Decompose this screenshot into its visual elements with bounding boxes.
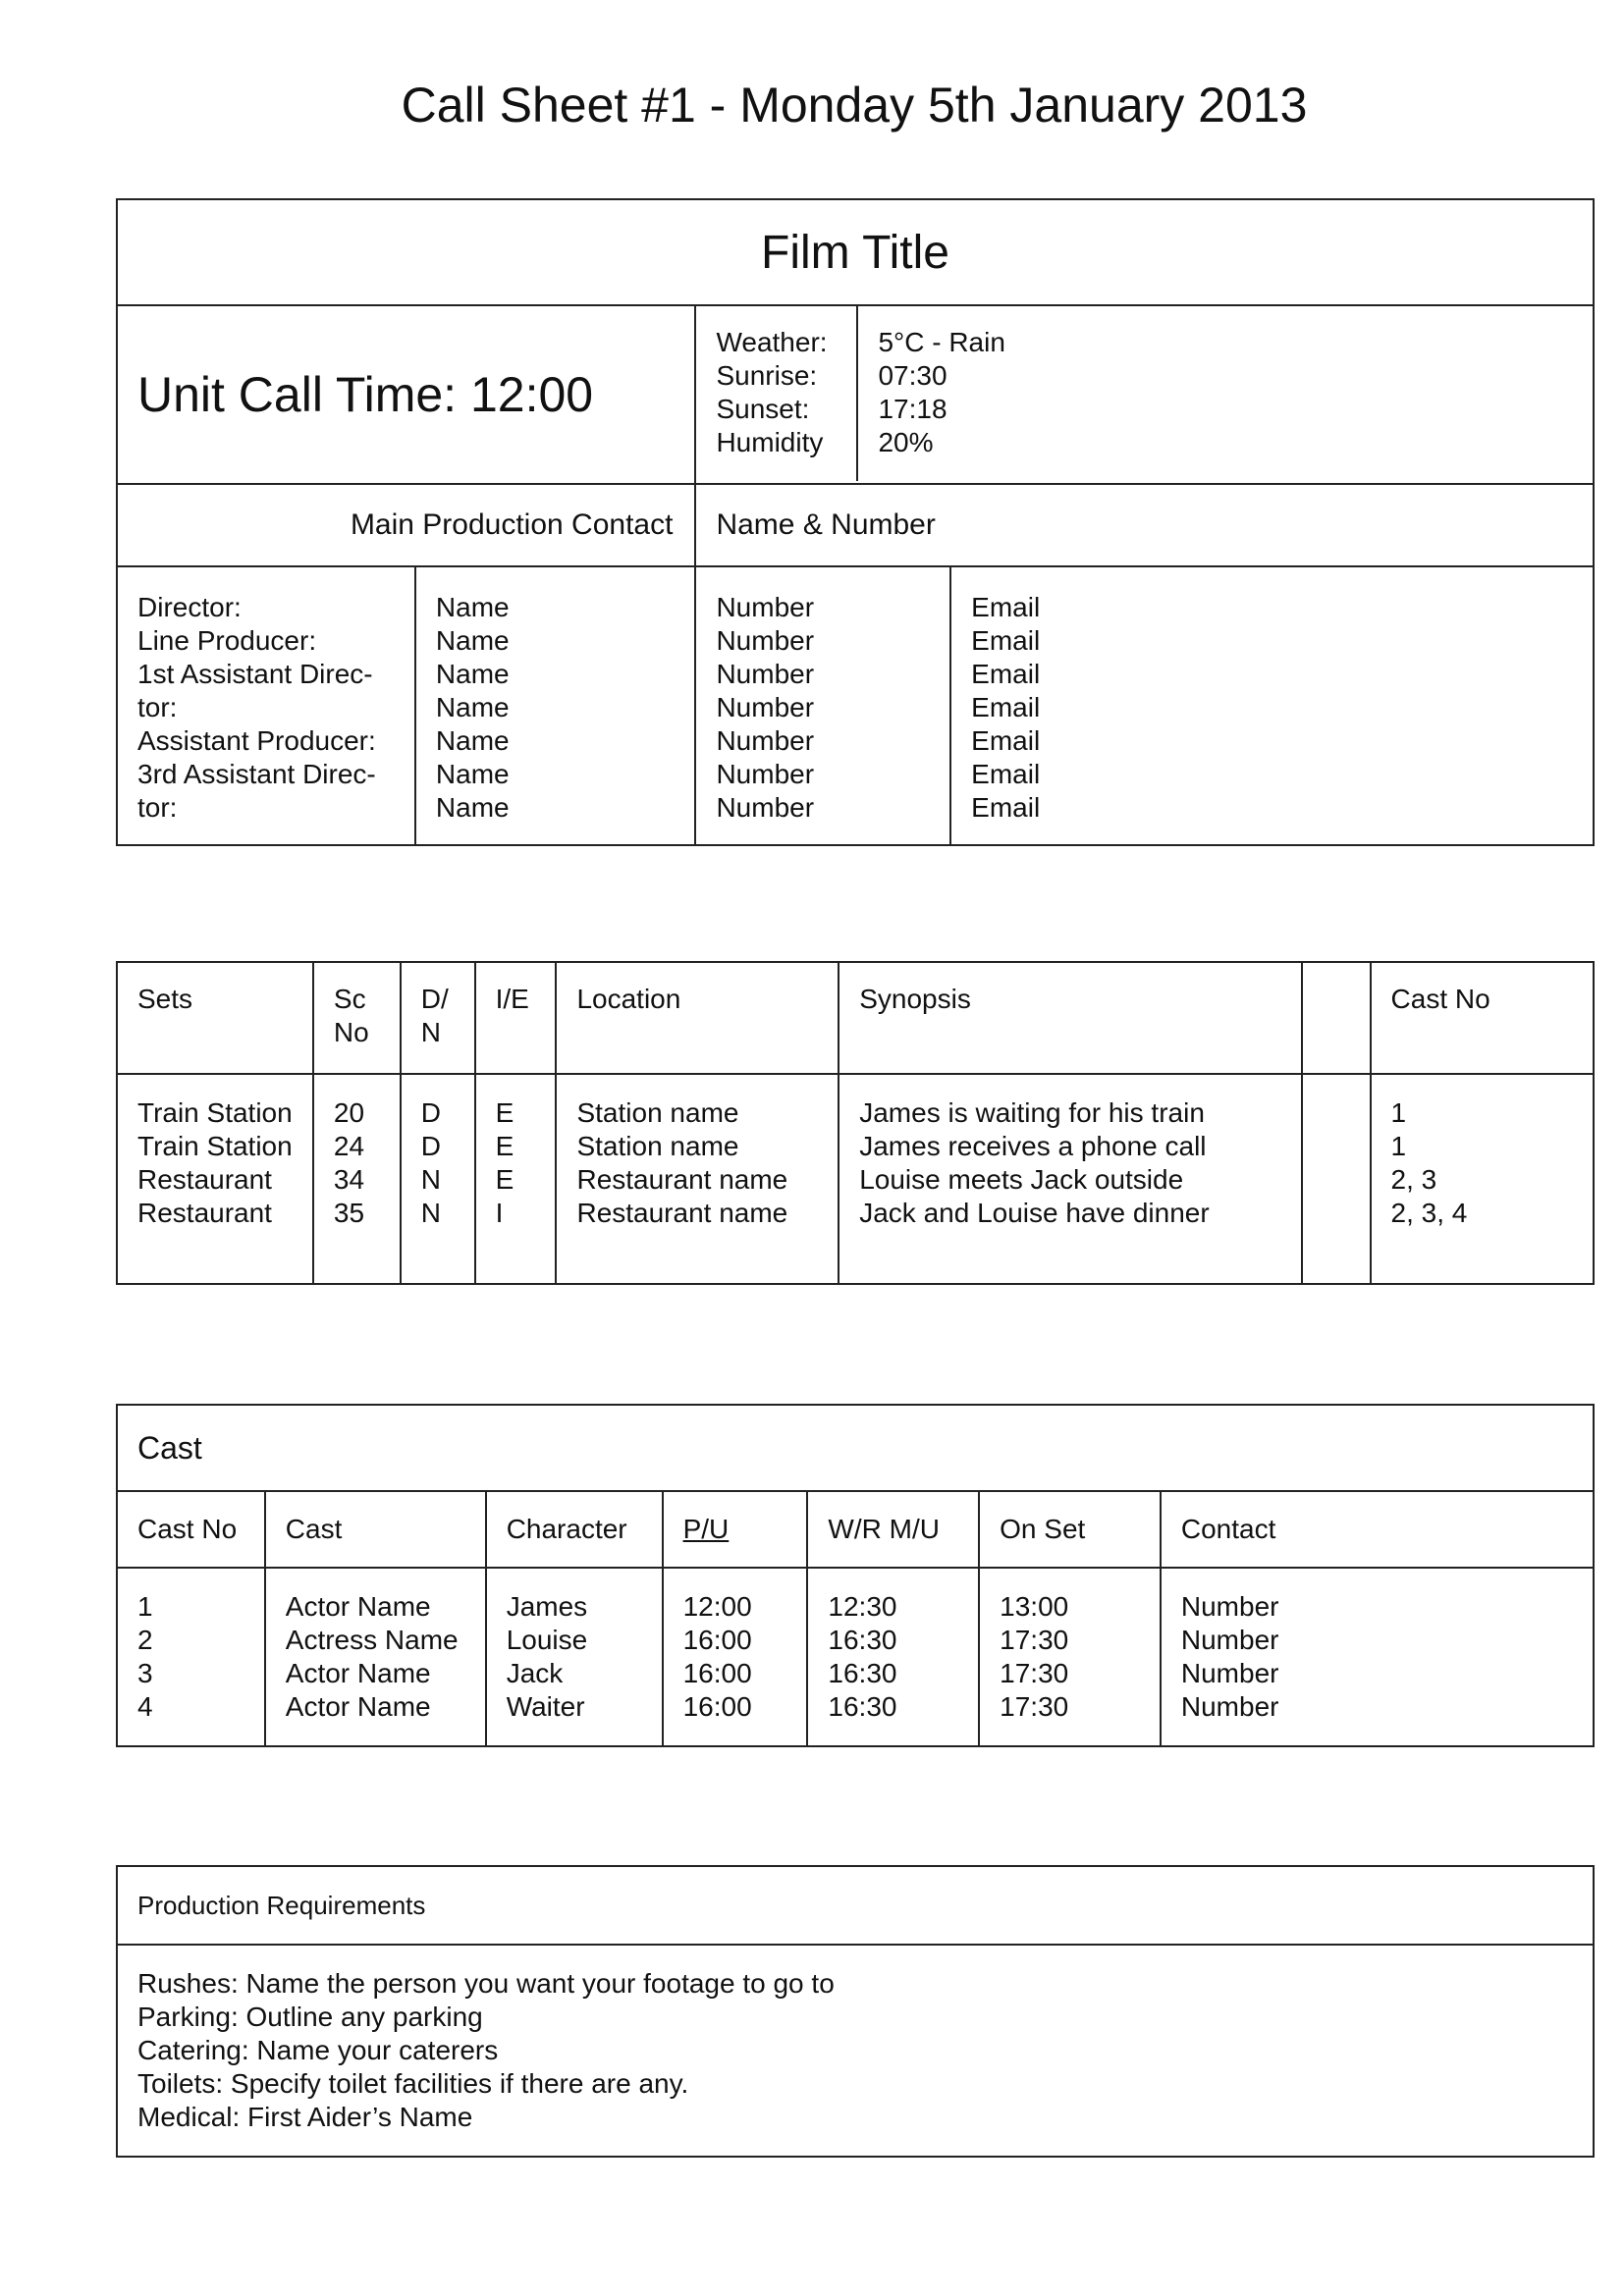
cast-wr-mu: 16:30: [828, 1625, 897, 1655]
crew-role: Line Producer:: [137, 625, 317, 656]
scene-location: Station name: [576, 1097, 739, 1128]
col-header-contact: Contact: [1161, 1491, 1594, 1568]
crew-email: Email: [971, 792, 1041, 823]
cast-wr-mu: 16:30: [828, 1691, 897, 1722]
scene-synopsis: Jack and Louise have dinner: [859, 1198, 1210, 1228]
col-header-dn: [401, 962, 475, 1074]
scene-number: 35: [333, 1198, 365, 1228]
cast-pu: 16:00: [682, 1658, 752, 1688]
production-requirements-table: [116, 1865, 1595, 2158]
crew-name: Name: [435, 625, 510, 656]
cast-contact: Number: [1180, 1591, 1279, 1622]
cast-contact: Number: [1180, 1625, 1279, 1655]
requirement-medical: Medical: First Aider’s Name: [137, 2102, 473, 2132]
col-header-cast: Cast: [265, 1491, 486, 1568]
cast-wr-mu: 12:30: [828, 1591, 897, 1622]
scene-blank-column: [1302, 1074, 1371, 1284]
cast-wr-mu: 16:30: [828, 1658, 897, 1688]
cast-name: Actress Name: [285, 1625, 459, 1655]
crew-email: Email: [971, 625, 1041, 656]
scene-cast-no: 1: [1390, 1097, 1407, 1128]
col-header-wr-mu: W/R M/U: [807, 1491, 979, 1568]
col-header-text: No: [333, 1017, 369, 1047]
crew-role: tor:: [137, 692, 178, 722]
page-title: Call Sheet #1 - Monday 5th January 2013: [401, 78, 1308, 133]
header-table: [116, 198, 1595, 846]
scene-location: Station name: [576, 1131, 739, 1161]
cast-number: 1: [137, 1591, 153, 1622]
scene-synopsis: James receives a phone call: [859, 1131, 1207, 1161]
scene-cast-numbers: [1371, 1074, 1594, 1284]
cast-contact: Number: [1180, 1691, 1279, 1722]
col-header-cast-no: Cast No: [1371, 962, 1594, 1074]
scene-synopsis: Louise meets Jack outside: [859, 1164, 1184, 1195]
weather-value: 5°C - Rain: [878, 327, 1005, 357]
cast-number: 4: [137, 1691, 153, 1722]
crew-name: Name: [435, 759, 510, 789]
weather-label: Weather:: [716, 327, 828, 357]
requirement-toilets: Toilets: Specify toilet facilities if there are any.: [137, 2068, 689, 2099]
col-header-cast-no: Cast No: [117, 1491, 265, 1568]
crew-role: 3rd Assistant Direc-: [137, 759, 376, 789]
cast-character: James: [506, 1591, 588, 1622]
crew-name: Name: [435, 725, 510, 756]
crew-names: [415, 566, 696, 845]
requirement-parking: Parking: Outline any parking: [137, 2002, 483, 2032]
col-header-text: N: [420, 1017, 441, 1047]
scene-dn: D: [420, 1131, 441, 1161]
scene-set: Train Station: [137, 1097, 293, 1128]
cast-character: Louise: [506, 1625, 588, 1655]
cast-contact: Number: [1180, 1658, 1279, 1688]
crew-number: Number: [716, 759, 815, 789]
scene-cast-no: 1: [1390, 1131, 1407, 1161]
scene-sets: [117, 1074, 313, 1284]
scene-number: 24: [333, 1131, 365, 1161]
col-header-ie: I/E: [475, 962, 557, 1074]
crew-email: Email: [971, 659, 1041, 689]
main-production-contact-label: Main Production Contact: [117, 484, 695, 566]
crew-roles: [117, 566, 415, 845]
scene-numbers: [313, 1074, 401, 1284]
film-title: Film Title: [117, 199, 1594, 305]
cast-characters: [486, 1568, 663, 1746]
cast-character: Waiter: [506, 1691, 585, 1722]
crew-number: Number: [716, 692, 815, 722]
humidity-label: Humidity: [716, 427, 824, 457]
cast-on-set: 17:30: [1000, 1691, 1069, 1722]
col-header-character: Character: [486, 1491, 663, 1568]
crew-email: Email: [971, 592, 1041, 622]
crew-email: Email: [971, 725, 1041, 756]
scene-set: Restaurant: [137, 1198, 272, 1228]
crew-role: 1st Assistant Direc-: [137, 659, 373, 689]
cast-number: 3: [137, 1658, 153, 1688]
sunset-label: Sunset:: [716, 394, 810, 424]
scene-int-ext: [475, 1074, 557, 1284]
crew-email: Email: [971, 692, 1041, 722]
crew-number: Number: [716, 792, 815, 823]
scene-ie: E: [495, 1097, 514, 1128]
col-header-blank: [1302, 962, 1371, 1074]
crew-name: Name: [435, 592, 510, 622]
crew-name: Name: [435, 692, 510, 722]
crew-number: Number: [716, 659, 815, 689]
crew-emails: [950, 566, 1594, 845]
crew-number: Number: [716, 592, 815, 622]
crew-number: Number: [716, 625, 815, 656]
crew-role: Director:: [137, 592, 242, 622]
scene-dn: D: [420, 1097, 441, 1128]
humidity-value: 20%: [878, 427, 934, 457]
cast-name: Actor Name: [285, 1691, 431, 1722]
crew-numbers: [695, 566, 950, 845]
cast-name: Actor Name: [285, 1658, 431, 1688]
col-header-pu: P/U: [663, 1491, 808, 1568]
col-header-text: Sc: [333, 984, 366, 1014]
col-header-synopsis: Synopsis: [839, 962, 1302, 1074]
scene-number: 34: [333, 1164, 365, 1195]
sunset-value: 17:18: [878, 394, 947, 424]
cast-names: [265, 1568, 486, 1746]
scene-set: Restaurant: [137, 1164, 272, 1195]
cast-character: Jack: [506, 1658, 564, 1688]
cast-contacts: [1161, 1568, 1594, 1746]
scene-location: Restaurant name: [576, 1198, 788, 1228]
crew-name: Name: [435, 792, 510, 823]
cast-number: 2: [137, 1625, 153, 1655]
cast-pu: 12:00: [682, 1591, 752, 1622]
scene-number: 20: [333, 1097, 365, 1128]
cast-on-set-times: [979, 1568, 1161, 1746]
weather-block: [696, 306, 1593, 481]
production-requirements-title: Production Requirements: [117, 1866, 1594, 1945]
scene-synopsis: James is waiting for his train: [859, 1097, 1205, 1128]
cast-pickup-times: [663, 1568, 808, 1746]
crew-role: Assistant Producer:: [137, 725, 376, 756]
col-header-sets: Sets: [117, 962, 313, 1074]
sunrise-value: 07:30: [878, 360, 947, 391]
scene-dn: N: [420, 1164, 441, 1195]
scenes-table: [116, 961, 1595, 1285]
scene-locations: [556, 1074, 839, 1284]
unit-call-time: Unit Call Time: 12:00: [117, 305, 695, 484]
crew-email: Email: [971, 759, 1041, 789]
scene-cast-no: 2, 3, 4: [1390, 1198, 1468, 1228]
scene-location: Restaurant name: [576, 1164, 788, 1195]
scene-ie: E: [495, 1131, 514, 1161]
scene-dn: N: [420, 1198, 441, 1228]
scene-set: Train Station: [137, 1131, 293, 1161]
col-header-location: Location: [556, 962, 839, 1074]
scene-ie: I: [495, 1198, 504, 1228]
cast-on-set: 17:30: [1000, 1658, 1069, 1688]
crew-name: Name: [435, 659, 510, 689]
col-header-on-set: On Set: [979, 1491, 1161, 1568]
cast-name: Actor Name: [285, 1591, 431, 1622]
sunrise-label: Sunrise:: [716, 360, 818, 391]
cast-numbers: [117, 1568, 265, 1746]
cast-on-set: 17:30: [1000, 1625, 1069, 1655]
weather-values: [857, 306, 1593, 481]
cast-on-set: 13:00: [1000, 1591, 1069, 1622]
cast-wr-mu-times: [807, 1568, 979, 1746]
scene-ie: E: [495, 1164, 514, 1195]
col-header-text: D/: [420, 984, 449, 1014]
col-header-sc-no: [313, 962, 401, 1074]
requirement-rushes: Rushes: Name the person you want your footage to go to: [137, 1968, 835, 1999]
crew-role: tor:: [137, 792, 178, 823]
cast-table: [116, 1404, 1595, 1747]
weather-labels: [696, 306, 857, 481]
cast-section-title: Cast: [117, 1405, 1594, 1491]
crew-number: Number: [716, 725, 815, 756]
requirement-catering: Catering: Name your caterers: [137, 2035, 499, 2065]
scene-day-night: [401, 1074, 475, 1284]
scene-synopses: [839, 1074, 1302, 1284]
main-production-contact-value: Name & Number: [695, 484, 1594, 566]
scene-cast-no: 2, 3: [1390, 1164, 1437, 1195]
production-requirements-list: [117, 1945, 1594, 2157]
cast-pu: 16:00: [682, 1691, 752, 1722]
cast-pu: 16:00: [682, 1625, 752, 1655]
